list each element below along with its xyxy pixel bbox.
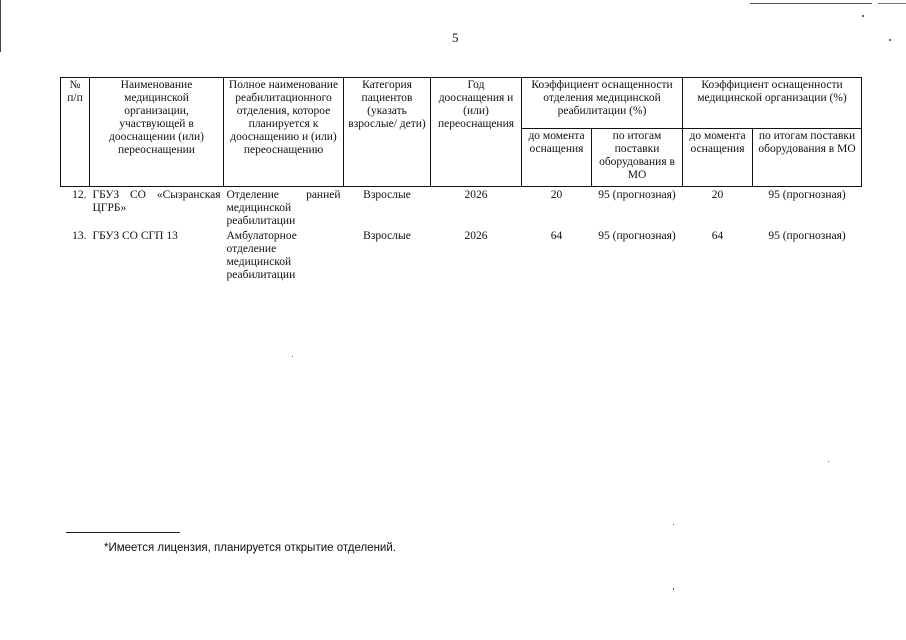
footnote: *Имеется лицензия, планируется открытие отделений. [104, 542, 396, 554]
header-rule-short [878, 3, 906, 4]
header-dept-coef: Коэффициент оснащенности отделения медицинской реабилитации (%) [522, 78, 683, 129]
row-dept: Амбулаторное отделение медицинской реабилитации [226, 230, 297, 281]
row-dept-after: 95 (прогнозная) [598, 230, 676, 242]
header-category: Категория пациентов (указать взрослые/ дети) [344, 78, 431, 187]
header-dept-before: до момента оснащения [522, 129, 592, 187]
row-year: 2026 [464, 189, 488, 201]
header-mo-coef: Коэффициент оснащенности медицинской организации (%) [683, 78, 862, 129]
header-mo-after: по итогам поставки оборудования в МО [753, 129, 862, 187]
row-dept-before: 20 [550, 189, 563, 201]
row-dept-before: 64 [550, 230, 563, 242]
scan-speck [292, 356, 293, 357]
header-dept-name: Полное наименование реабилитационного отделения, которое планируется к дооснащению и (или) переоснащению [224, 78, 344, 187]
row-org: ГБУЗ СО «Сызранская ЦГРБ» [92, 189, 221, 214]
row-category: Взрослые [363, 230, 411, 242]
header-row-top [61, 78, 862, 129]
row-num: 13. [72, 230, 87, 242]
header-rule [750, 3, 872, 4]
scan-speck [828, 461, 829, 462]
row-mo-before: 20 [711, 189, 724, 201]
table-row [61, 187, 862, 230]
header-num: № п/п [61, 78, 90, 187]
header-dept-after: по итогам поставки оборудования в МО [592, 129, 683, 187]
header-mo-before: до момента оснащения [683, 129, 753, 187]
page-edge-mark [0, 0, 1, 52]
row-mo-after: 95 (прогнозная) [768, 230, 846, 242]
scan-speck [673, 524, 674, 525]
row-dept: Отделение ранней медицинской реабилитации [226, 189, 341, 227]
row-year: 2026 [464, 230, 488, 242]
header-org-name: Наименование медицинской организации, участвующей в дооснащении (или) переоснащении [90, 78, 224, 187]
rehabilitation-equipment-table [60, 77, 862, 283]
row-dept-after: 95 (прогнозная) [598, 189, 676, 201]
row-mo-before: 64 [711, 230, 724, 242]
scan-speck [889, 39, 891, 41]
table-row [61, 229, 862, 283]
row-org: ГБУЗ СО СГП 13 [92, 230, 178, 242]
row-num: 12. [72, 189, 87, 201]
header-year: Год дооснащения и (или) переоснащения [431, 78, 522, 187]
page-number: 5 [452, 30, 459, 45]
row-category: Взрослые [363, 189, 411, 201]
row-mo-after: 95 (прогнозная) [768, 189, 846, 201]
scan-speck [862, 15, 864, 17]
footnote-separator [66, 532, 180, 533]
scan-speck [673, 588, 674, 590]
